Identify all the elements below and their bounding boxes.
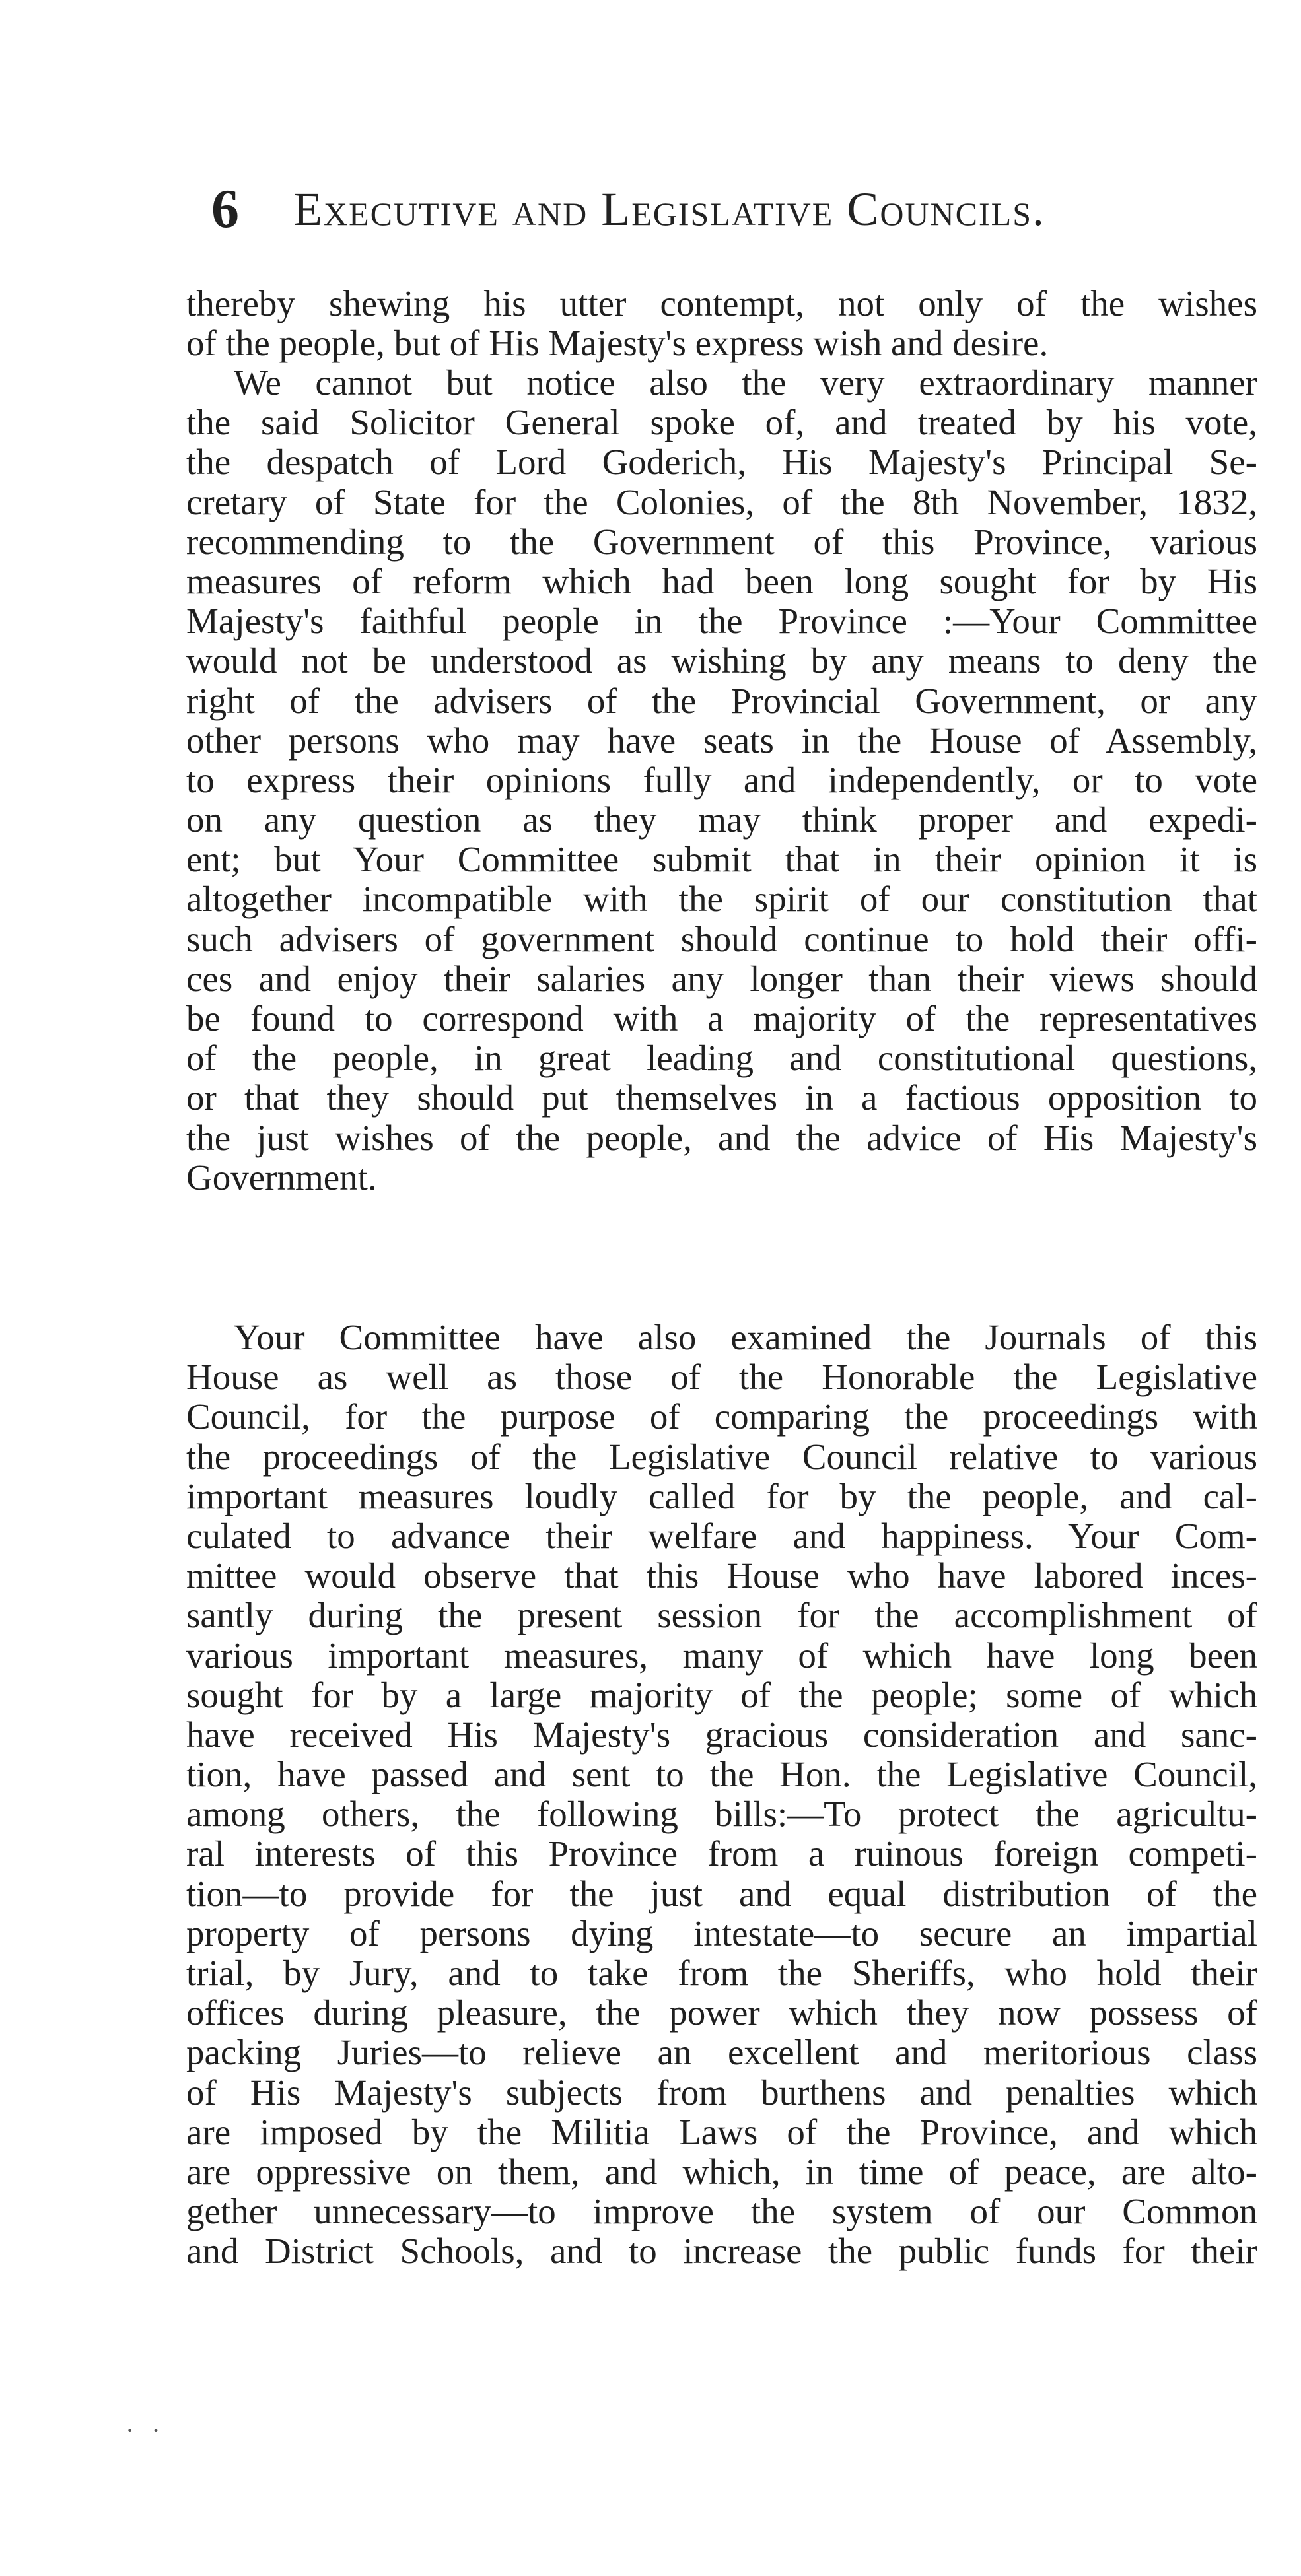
text-line: ent; but Your Committee submit that in their opinion it is [186, 839, 1257, 880]
text-line: such advisers of government should continue to hold their offi- [186, 918, 1257, 959]
text-line: would not be understood as wishing by any means to deny the [186, 640, 1257, 681]
text-line: ral interests of this Province from a ruinous foreign competi- [186, 1833, 1257, 1874]
text-line: mittee would observe that this House who have labored inces- [186, 1555, 1257, 1596]
text-line: the said Solicitor General spoke of, and treated by his vote, [186, 402, 1257, 443]
running-title: Executive and Legislative Councils. [293, 183, 1045, 236]
paragraph-journals [186, 1318, 1257, 2272]
text-line: be found to correspond with a majority of the representatives [186, 998, 1257, 1038]
paragraph-continuation [186, 284, 1257, 363]
text-line: tion—to provide for the just and equal distribution of the [186, 1873, 1257, 1914]
text-line: Government. [186, 1157, 377, 1198]
page-number: 6 [211, 178, 239, 240]
text-line: are oppressive on them, and which, in time of peace, are alto- [186, 2151, 1257, 2192]
text-line: offices during pleasure, the power which they now possess of [186, 1992, 1257, 2033]
text-line: packing Juries—to relieve an excellent and meritorious class [186, 2032, 1257, 2073]
paragraph-solicitor-general [186, 363, 1257, 1198]
text-line: santly during the present session for the accomplishment of [186, 1595, 1257, 1636]
text-line: We cannot but notice also the very extraordinary manner [234, 362, 1257, 403]
text-line: property of persons dying intestate—to secure an impartial [186, 1913, 1257, 1953]
text-line: Council, for the purpose of comparing the proceedings with [186, 1396, 1257, 1437]
text-line: or that they should put themselves in a factious opposition to [186, 1077, 1257, 1118]
text-line: House as well as those of the Honorable the Legislative [186, 1357, 1257, 1398]
text-line: sought for by a large majority of the people; some of which [186, 1674, 1257, 1715]
text-line: on any question as they may think proper and expedi- [186, 799, 1257, 840]
text-line: of the people, but of His Majesty's express wish and desire. [186, 323, 1049, 364]
text-line: the despatch of Lord Goderich, His Majesty's Principal Se- [186, 442, 1257, 483]
text-line: the just wishes of the people, and the advice of His Majesty's [186, 1117, 1257, 1158]
text-line: of the people, in great leading and constitutional questions, [186, 1038, 1257, 1079]
stray-ink-marks: · · [125, 2416, 166, 2445]
text-line: tion, have passed and sent to the Hon. the Legislative Council, [186, 1754, 1257, 1795]
text-line: of His Majesty's subjects from burthens and penalties which [186, 2072, 1257, 2113]
text-line: gether unnecessary—to improve the system of our Common [186, 2191, 1257, 2232]
text-line: Your Committee have also examined the Journals of this [234, 1317, 1257, 1357]
text-line: trial, by Jury, and to take from the Sheriffs, who hold their [186, 1953, 1257, 1993]
page-header [211, 173, 1215, 246]
text-line: Majesty's faithful people in the Province :—Your Committee [186, 601, 1257, 642]
text-line: are imposed by the Militia Laws of the Province, and which [186, 2111, 1257, 2152]
text-line: important measures loudly called for by the people, and cal- [186, 1475, 1257, 1516]
text-line: the proceedings of the Legislative Council relative to various [186, 1436, 1257, 1477]
text-line: cretary of State for the Colonies, of the 8th November, 1832, [186, 481, 1257, 522]
text-line: recommending to the Government of this Province, various [186, 521, 1257, 562]
text-line: among others, the following bills:—To protect the agricultu- [186, 1794, 1257, 1835]
text-line: have received His Majesty's gracious consideration and sanc- [186, 1714, 1257, 1755]
text-line: and District Schools, and to increase the public funds for their [186, 2231, 1257, 2272]
text-line: other persons who may have seats in the House of Assembly, [186, 720, 1257, 761]
text-line: culated to advance their welfare and happiness. Your Com- [186, 1515, 1257, 1556]
text-line: right of the advisers of the Provincial Government, or any [186, 680, 1257, 721]
text-line: measures of reform which had been long sought for by His [186, 560, 1257, 601]
text-line: thereby shewing his utter contempt, not only of the wishes [186, 283, 1257, 323]
text-line: to express their opinions fully and independently, or to vote [186, 759, 1257, 800]
text-line: altogether incompatible with the spirit of our constitution that [186, 879, 1257, 920]
text-line: ces and enjoy their salaries any longer than their views should [186, 958, 1257, 999]
text-line: various important measures, many of which have long been [186, 1635, 1257, 1676]
